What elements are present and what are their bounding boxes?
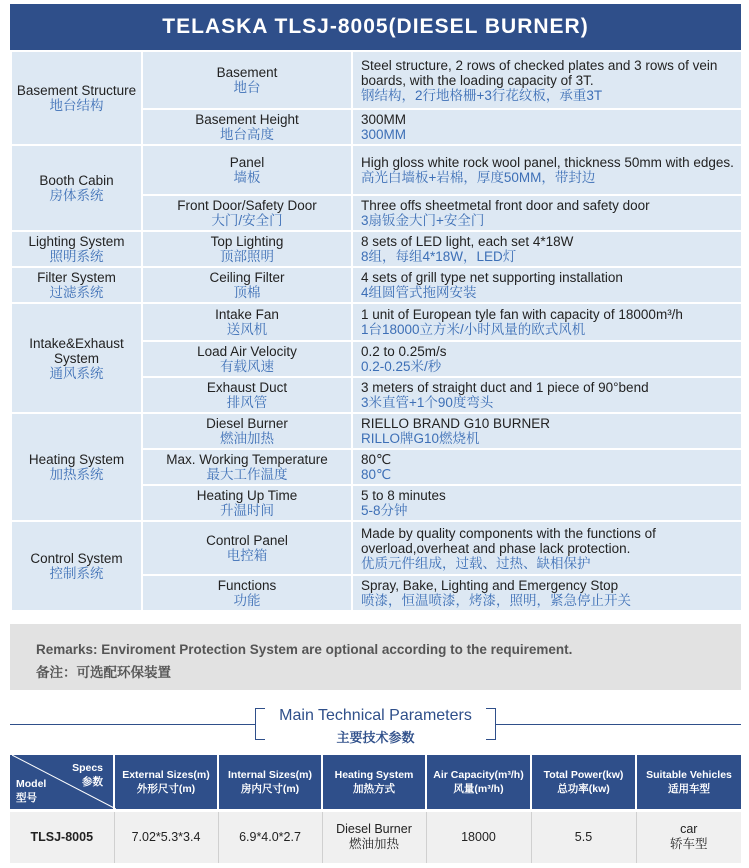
item-zh: 升温时间 — [220, 503, 274, 518]
heading-rule-left — [10, 724, 255, 725]
category-cell — [11, 303, 142, 413]
header-specs-en: Specs — [72, 762, 103, 774]
category-en: Filter System — [37, 270, 116, 285]
item-en: Functions — [217, 578, 277, 593]
description-zh: 高光白墙板+岩棉，厚度50MM，带封边 — [361, 170, 596, 185]
header-specs-zh: 参数 — [82, 776, 103, 788]
params-table — [10, 755, 741, 863]
description-en: RIELLO BRAND G10 BURNER — [361, 416, 551, 431]
description-zh: 1台18000立方米/小时风量的欧式风机 — [361, 322, 586, 337]
page-title: TELASKA TLSJ-8005(DIESEL BURNER) — [10, 4, 741, 50]
category-zh: 照明系统 — [49, 249, 104, 264]
description-en: 4 sets of grill type net supporting installation — [361, 270, 623, 285]
description-en: High gloss white rock wool panel, thickness 50mm with edges. — [361, 155, 734, 170]
item-zh: 大门/安全门 — [211, 213, 283, 228]
description-en: Made by quality components with the functions of overload,overheat and phase lack protection. — [361, 525, 656, 556]
category-en: Basement Structure — [16, 83, 137, 98]
item-cell — [142, 109, 352, 145]
category-cell — [11, 145, 142, 231]
item-cell — [142, 231, 352, 267]
item-zh: 地台 — [233, 80, 261, 95]
category-cell — [11, 231, 142, 267]
header-vehicles: Suitable Vehicles 适用车型 — [636, 755, 741, 811]
cell-heating: Diesel Burner 燃油加热 — [322, 811, 426, 863]
description-cell — [352, 341, 742, 377]
description-zh: 钢结构，2行地格栅+3行花纹板，承重3T — [361, 87, 603, 103]
category-zh: 加热系统 — [49, 467, 104, 482]
category-en: Booth Cabin — [39, 173, 114, 188]
item-en: Ceiling Filter — [209, 270, 285, 285]
cell-air: 18000 — [426, 811, 531, 863]
description-zh: 300MM — [361, 127, 407, 142]
table-row — [11, 267, 742, 303]
cell-internal: 6.9*4.0*2.7 — [218, 811, 322, 863]
item-cell — [142, 145, 352, 195]
item-en: Load Air Velocity — [197, 344, 297, 359]
item-en: Exhaust Duct — [206, 380, 288, 395]
description-cell — [352, 485, 742, 521]
main-params-title-en: Main Technical Parameters — [279, 707, 472, 724]
category-en: Control System — [30, 551, 123, 566]
item-zh: 有载风速 — [220, 359, 274, 374]
description-en: 300MM — [361, 112, 407, 127]
item-en: Max. Working Temperature — [166, 452, 328, 467]
item-zh: 顶部照明 — [220, 249, 274, 264]
item-cell — [142, 449, 352, 485]
item-en: Heating Up Time — [196, 488, 298, 503]
spec-table — [10, 50, 743, 612]
header-power: Total Power(kw) 总功率(kw) — [531, 755, 636, 811]
category-en: Heating System — [28, 452, 125, 467]
description-cell — [352, 195, 742, 231]
description-zh: 80℃ — [361, 467, 392, 482]
cell-model: TLSJ-8005 — [10, 811, 114, 863]
description-cell — [352, 377, 742, 413]
table-row — [11, 231, 742, 267]
item-en: Diesel Burner — [206, 416, 288, 431]
item-zh: 墙板 — [233, 170, 261, 185]
item-zh: 送风机 — [226, 322, 268, 337]
description-en: 5 to 8 minutes — [361, 488, 446, 503]
description-zh: 0.2-0.25米/秒 — [361, 359, 442, 374]
description-zh: 喷漆，恒温喷漆，烤漆，照明，紧急停止开关 — [361, 593, 631, 608]
description-cell — [352, 575, 742, 611]
category-cell — [11, 521, 142, 611]
cell-power: 5.5 — [531, 811, 636, 863]
description-en: Steel structure, 2 rows of checked plates and 3 rows of vein boards, with the loading capacity of 3T. — [361, 57, 718, 88]
item-zh: 功能 — [233, 593, 261, 608]
cell-external: 7.02*5.3*3.4 — [114, 811, 218, 863]
header-external: External Sizes(m) 外形尺寸(m) — [114, 755, 218, 811]
category-zh: 通风系统 — [49, 365, 104, 381]
description-en: 80℃ — [361, 452, 392, 467]
description-en: Spray, Bake, Lighting and Emergency Stop — [361, 578, 619, 593]
category-cell — [11, 267, 142, 303]
item-en: Intake Fan — [215, 307, 279, 322]
main-params-heading — [10, 702, 741, 746]
item-zh: 电控箱 — [226, 548, 268, 563]
item-cell — [142, 575, 352, 611]
description-zh: 优质元件组成，过载、过热、缺相保护 — [361, 555, 591, 571]
item-cell — [142, 413, 352, 449]
item-cell — [142, 341, 352, 377]
table-row — [11, 413, 742, 449]
item-zh: 排风管 — [226, 395, 268, 410]
description-cell — [352, 413, 742, 449]
category-cell — [11, 413, 142, 521]
main-params-title-zh: 主要技术参数 — [336, 730, 415, 745]
item-en: Panel — [229, 155, 265, 170]
remarks-box — [10, 624, 741, 690]
category-cell — [11, 51, 142, 145]
description-zh: 5-8分钟 — [361, 503, 408, 518]
heading-bracket-left — [255, 708, 265, 740]
item-en: Basement Height — [195, 112, 299, 127]
description-cell — [352, 231, 742, 267]
description-cell — [352, 51, 742, 109]
remarks-zh: 备注：可选配环保装置 — [36, 665, 171, 680]
item-cell — [142, 303, 352, 341]
table-row — [11, 51, 742, 109]
item-cell — [142, 51, 352, 109]
item-en: Top Lighting — [210, 234, 284, 249]
description-cell — [352, 109, 742, 145]
table-row — [10, 811, 741, 863]
description-cell — [352, 145, 742, 195]
description-cell — [352, 267, 742, 303]
category-zh: 地台结构 — [49, 98, 104, 113]
category-en: Intake&Exhaust System — [29, 335, 124, 366]
header-model-zh: 型号 — [16, 792, 37, 804]
category-zh: 控制系统 — [49, 566, 104, 581]
description-en: 1 unit of European tyle fan with capacity of 18000m³/h — [361, 307, 683, 322]
cell-vehicle: car 轿车型 — [636, 811, 741, 863]
item-cell — [142, 267, 352, 303]
description-zh: 3米直管+1个90度弯头 — [361, 395, 494, 410]
description-zh: RILLO牌G10燃烧机 — [361, 431, 480, 446]
category-en: Lighting System — [28, 234, 125, 249]
description-en: 8 sets of LED light, each set 4*18W — [361, 234, 574, 249]
item-en: Front Door/Safety Door — [177, 198, 317, 213]
item-cell — [142, 195, 352, 231]
header-internal: Internal Sizes(m) 房内尺寸(m) — [218, 755, 322, 811]
item-zh: 燃油加热 — [220, 431, 274, 446]
header-heating: Heating System 加热方式 — [322, 755, 426, 811]
description-zh: 3扇钣金大门+安全门 — [361, 213, 485, 228]
description-en: 0.2 to 0.25m/s — [361, 344, 447, 359]
description-zh: 8组，每组4*18W，LED灯 — [361, 249, 517, 264]
item-zh: 地台高度 — [220, 127, 274, 142]
item-cell — [142, 377, 352, 413]
header-specs-model — [10, 755, 114, 811]
remarks-en: Remarks: Enviroment Protection System are optional according to the requirement. — [36, 642, 573, 657]
header-model-en: Model — [16, 778, 47, 790]
description-cell — [352, 303, 742, 341]
description-en: Three offs sheetmetal front door and safety door — [361, 198, 650, 213]
item-zh: 最大工作温度 — [206, 467, 288, 482]
description-zh: 4组圆管式拖网安装 — [361, 285, 477, 300]
item-zh: 顶棉 — [233, 285, 261, 300]
description-cell — [352, 521, 742, 575]
table-row — [11, 303, 742, 341]
table-row — [11, 145, 742, 195]
description-cell — [352, 449, 742, 485]
item-en: Control Panel — [206, 533, 288, 548]
table-row — [11, 521, 742, 575]
description-en: 3 meters of straight duct and 1 piece of 90°bend — [361, 380, 649, 395]
item-en: Basement — [216, 65, 278, 80]
item-cell — [142, 521, 352, 575]
category-zh: 过滤系统 — [49, 285, 104, 300]
category-zh: 房体系统 — [49, 188, 104, 203]
item-cell — [142, 485, 352, 521]
header-air: Air Capacity(m³/h) 风量(m³/h) — [426, 755, 531, 811]
heading-bracket-right — [486, 708, 496, 740]
heading-rule-right — [496, 724, 741, 725]
